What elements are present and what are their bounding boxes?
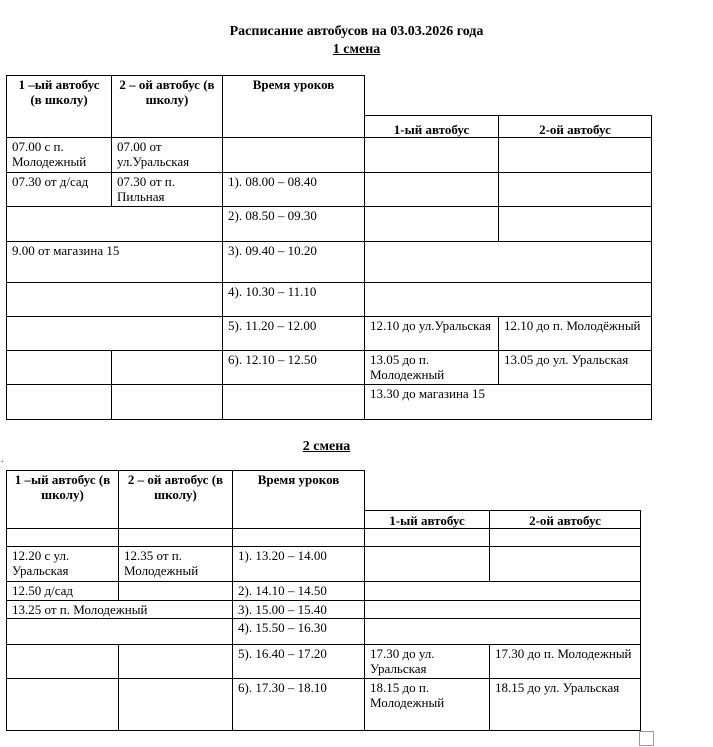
table-cell: 07.00 с п. Молодежный bbox=[7, 138, 112, 173]
table-cell: 6). 12.10 – 12.50 bbox=[223, 351, 365, 385]
table-cell bbox=[365, 138, 499, 173]
table-cell bbox=[490, 529, 641, 547]
table-cell bbox=[365, 283, 652, 317]
table-cell bbox=[365, 619, 641, 645]
table-cell bbox=[7, 529, 119, 547]
header-bus2-return: 2-ой автобус bbox=[499, 116, 652, 138]
table-cell bbox=[7, 207, 223, 242]
table-cell: 4). 10.30 – 11.10 bbox=[223, 283, 365, 317]
table-cell: 4). 15.50 – 16.30 bbox=[233, 619, 365, 645]
table-cell: 12.50 д/сад bbox=[7, 582, 119, 601]
header-bus1-to-school: 1 –ый автобус (в школу) bbox=[7, 471, 119, 529]
table-cell: 12.10 до п. Молодёжный bbox=[499, 317, 652, 351]
table-cell bbox=[499, 173, 652, 207]
table-cell: 5). 11.20 – 12.00 bbox=[223, 317, 365, 351]
table-cell: 9.00 от магазина 15 bbox=[7, 242, 223, 283]
table-cell: 07.00 от ул.Уральская bbox=[112, 138, 223, 173]
table-cell: 3). 15.00 – 15.40 bbox=[233, 601, 365, 619]
table-cell bbox=[7, 645, 119, 679]
table-cell: 2). 08.50 – 09.30 bbox=[223, 207, 365, 242]
table-cell bbox=[119, 529, 233, 547]
table-cell bbox=[490, 547, 641, 582]
header-bus2-to-school: 2 – ой автобус (в школу) bbox=[119, 471, 233, 529]
table-cell: 17.30 до п. Молодежный bbox=[490, 645, 641, 679]
table-resize-handle-icon[interactable] bbox=[639, 731, 654, 746]
table-cell bbox=[119, 645, 233, 679]
header-bus1-return: 1-ый автобус bbox=[365, 116, 499, 138]
shift1-title: 1 смена bbox=[332, 42, 381, 57]
table-cell: 18.15 до п. Молодежный bbox=[365, 679, 490, 731]
header-bus2-to-school: 2 – ой автобус (в школу) bbox=[112, 76, 223, 138]
table-cell bbox=[365, 173, 499, 207]
table-cell bbox=[112, 351, 223, 385]
table-cell: 12.20 с ул. Уральская bbox=[7, 547, 119, 582]
table-cell: 17.30 до ул. Уральская bbox=[365, 645, 490, 679]
table-cell bbox=[499, 207, 652, 242]
table-cell: 1). 13.20 – 14.00 bbox=[233, 547, 365, 582]
table-cell bbox=[119, 582, 233, 601]
table-cell bbox=[365, 601, 641, 619]
table-cell: 18.15 до ул. Уральская bbox=[490, 679, 641, 731]
table-cell bbox=[112, 385, 223, 420]
table-cell: 12.35 от п. Молодежный bbox=[119, 547, 233, 582]
table-move-handle-icon[interactable]: + bbox=[0, 457, 5, 466]
shift2-title: 2 смена bbox=[302, 439, 351, 454]
header-lesson-times: Время уроков bbox=[223, 76, 365, 138]
table-cell bbox=[223, 138, 365, 173]
table-cell bbox=[233, 529, 365, 547]
table-cell bbox=[7, 351, 112, 385]
table-cell bbox=[7, 385, 112, 420]
table-cell bbox=[365, 242, 652, 283]
table-cell bbox=[365, 547, 490, 582]
table-cell: 1). 08.00 – 08.40 bbox=[223, 173, 365, 207]
table-cell: 12.10 до ул.Уральская bbox=[365, 317, 499, 351]
table-cell: 3). 09.40 – 10.20 bbox=[223, 242, 365, 283]
table-cell: 13.05 до ул. Уральская bbox=[499, 351, 652, 385]
table-cell bbox=[7, 283, 223, 317]
table-cell bbox=[499, 138, 652, 173]
table-cell bbox=[7, 317, 223, 351]
shift2-schedule-table bbox=[6, 470, 641, 731]
page-title: Расписание автобусов на 03.03.2026 года bbox=[229, 24, 484, 39]
table-cell: 2). 14.10 – 14.50 bbox=[233, 582, 365, 601]
table-cell bbox=[7, 679, 119, 731]
table-cell: 07.30 от п. Пильная bbox=[112, 173, 223, 207]
header-bus1-to-school: 1 –ый автобус (в школу) bbox=[7, 76, 112, 138]
table-cell bbox=[223, 385, 365, 420]
table-cell bbox=[365, 582, 641, 601]
table-cell: 13.05 до п. Молодежный bbox=[365, 351, 499, 385]
shift1-schedule-table bbox=[6, 75, 652, 420]
table-cell bbox=[7, 619, 233, 645]
table-cell: 6). 17.30 – 18.10 bbox=[233, 679, 365, 731]
table-cell: 13.25 от п. Молодежный bbox=[7, 601, 233, 619]
header-bus2-return: 2-ой автобус bbox=[490, 511, 641, 529]
header-lesson-times: Время уроков bbox=[233, 471, 365, 529]
table-cell: 07.30 от д/сад bbox=[7, 173, 112, 207]
table-cell bbox=[365, 207, 499, 242]
table-cell bbox=[119, 679, 233, 731]
table-cell: 13.30 до магазина 15 bbox=[365, 385, 652, 420]
table-cell: 5). 16.40 – 17.20 bbox=[233, 645, 365, 679]
header-bus1-return: 1-ый автобус bbox=[365, 511, 490, 529]
table-cell bbox=[365, 529, 490, 547]
